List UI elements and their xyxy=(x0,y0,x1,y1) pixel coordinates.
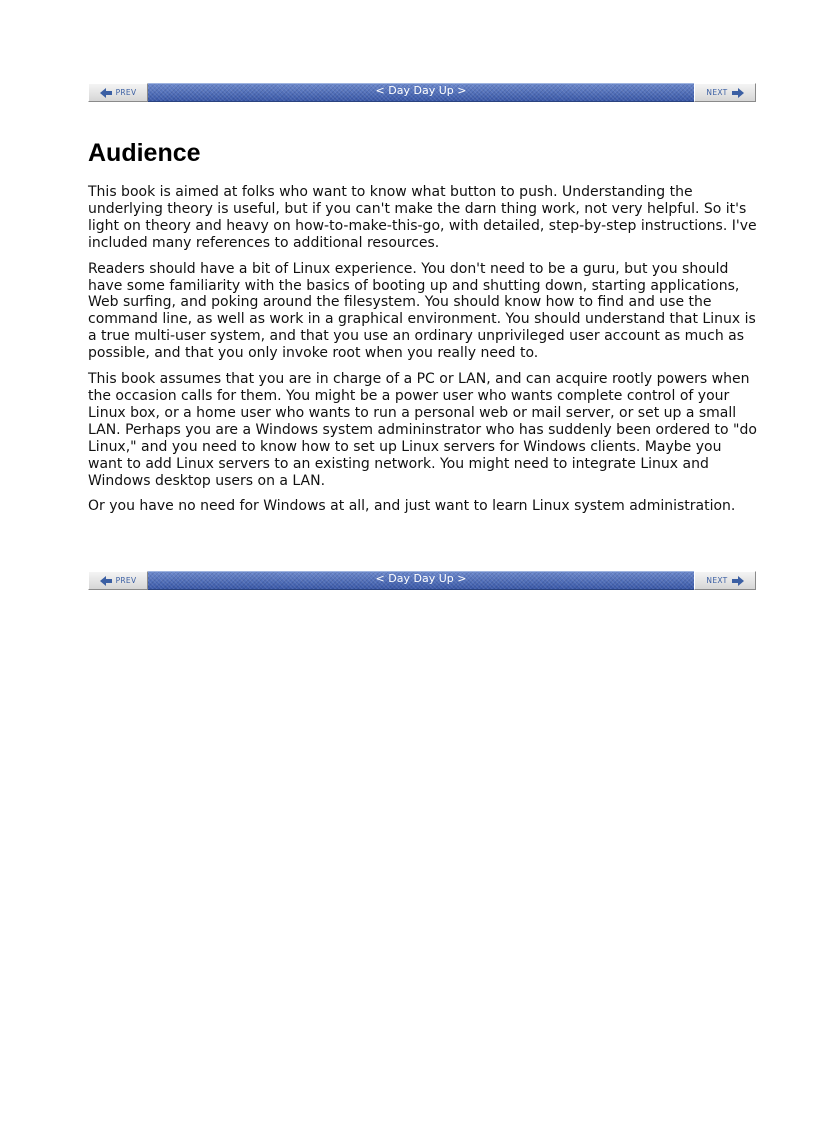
main-content xyxy=(88,136,758,524)
paragraph: Readers should have a bit of Linux experience. You don't need to be a guru, but you should have some familiarity with the basics of booting up and shutting down, starting applications, Web surfing, and poking around the filesystem. You should know how to find and use the command line, as well as work in a graphical environment. You should understand that Linux is a true multi-user system, and that you use an ordinary unprivileged user account as much as possible, and that you only invoke root when you really need to. xyxy=(88,260,756,362)
arrow-left-icon xyxy=(100,88,112,98)
paragraph: This book assumes that you are in charge of a PC or LAN, and can acquire rootly powers when the occasion calls for them. You might be a power user who wants complete control of your Linux box, or a home user who wants to run a personal web or mail server, or set up a small LAN. Perhaps you are a Windows system admininstrator who has suddenly been ordered to "do Linux," and you need to know how to set up Linux servers for Windows clients. Maybe you want to add Linux servers to an existing network. You might need to integrate Linux and Windows desktop users on a LAN. xyxy=(88,371,757,489)
next-button[interactable] xyxy=(694,571,756,590)
arrow-left-icon xyxy=(100,576,112,586)
day-day-up-link[interactable]: < Day Day Up > xyxy=(375,572,467,585)
day-day-up-link[interactable]: < Day Day Up > xyxy=(375,84,467,97)
top-nav-bar xyxy=(88,83,756,102)
prev-button-label: PREV xyxy=(115,88,137,97)
page-title: Audience xyxy=(88,139,201,167)
prev-button[interactable] xyxy=(88,83,148,102)
prev-button[interactable] xyxy=(88,571,148,590)
paragraph: This book is aimed at folks who want to know what button to push. Understanding the underlying theory is useful, but if you can't make the darn thing work, not very helpful. So it's light on theory and heavy on how-to-make-this-go, with detailed, step-by-step instructions. I've included many references to additional resources. xyxy=(88,184,757,251)
next-button-label: NEXT xyxy=(706,88,728,97)
paragraph: Or you have no need for Windows at all, and just want to learn Linux system administration. xyxy=(88,498,736,515)
bottom-nav-bar xyxy=(88,571,756,590)
next-button-label: NEXT xyxy=(706,576,728,585)
arrow-right-icon xyxy=(732,576,744,586)
nav-center-banner xyxy=(148,571,694,590)
nav-center-banner xyxy=(148,83,694,102)
arrow-right-icon xyxy=(732,88,744,98)
next-button[interactable] xyxy=(694,83,756,102)
prev-button-label: PREV xyxy=(115,576,137,585)
